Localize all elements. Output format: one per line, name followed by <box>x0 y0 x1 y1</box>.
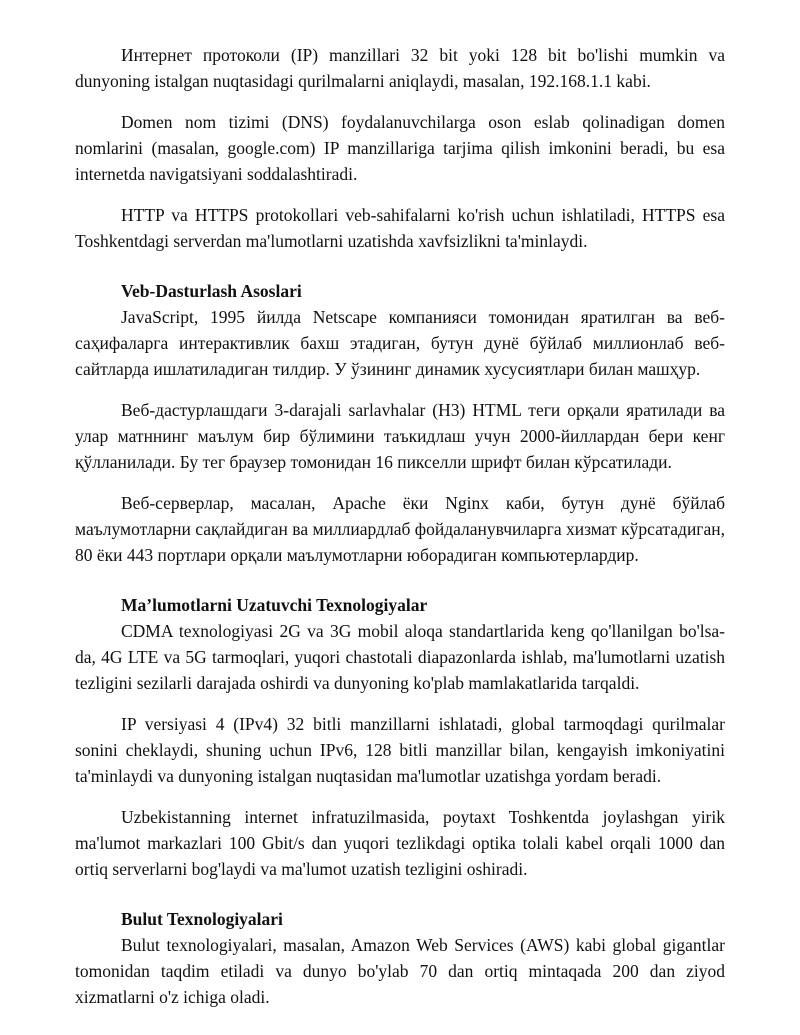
paragraph-cloud-aws: Bulut texnologiyalari, masalan, Amazon Web Services (AWS) kabi global gigantlar tomonidan taqdim etiladi va dunyo bo'ylab 70 dan ortiq mintaqada 200 dan ziyod xizmatlarni o'z ichiga oladi. <box>75 935 725 1007</box>
paragraph-http-https: HTTP va HTTPS protokollari veb-sahifalarni ko'rish uchun ishlatiladi, HTTPS esa Toshkentdagi serverdan ma'lumotlarni uzatishda xavfsizlikni ta'minlaydi. <box>75 205 725 251</box>
paragraph-web-servers: Веб-серверлар, масалан, Apache ёки Nginx каби, бутун дунё бўйлаб маълумотларни сақлайдиган ва миллиардлаб фойдаланувчиларга хизмат кўрсатадиган, 80 ёки 443 портлари орқали маълумотларни юборадиган компьютерлардир. <box>75 493 725 565</box>
paragraph-javascript: JavaScript, 1995 йилда Netscape компанияси томонидан яратилган ва веб-саҳифаларга интерактивлик бахш этадиган, бутун дунё бўйлаб миллионлаб веб-сайтларда ишлатиладиган тилдир. У ўзининг динамик хусусиятлари билан машҳур. <box>75 307 725 379</box>
paragraph-uzbekistan-infrastructure: Uzbekistanning internet infratuzilmasida, poytaxt Toshkentda joylashgan yirik ma'lumot markazlari 100 Gbit/s dan yuqori tezlikdagi optika tolali kabel orqali 1000 dan ortiq serverlarni bog'laydi va ma'lumot uzatish tezligini oshiradi. <box>75 807 725 879</box>
paragraph-ipv4: IP versiyasi 4 (IPv4) 32 bitli manzillarni ishlatadi, global tarmoqdagi qurilmalar sonini cheklaydi, shuning uchun IPv6, 128 bitli manzillar bilan, kengayish imkoniyatini ta'minlaydi va dunyoning istalgan nuqtasidan ma'lumotlar uzatishga yordam beradi. <box>75 714 725 786</box>
paragraph-h3-tag: Веб-дастурлашдаги 3-darajali sarlavhalar (H3) HTML теги орқали яратилади ва улар матннинг маълум бир бўлимини таъкидлаш учун 2000-йиллардан бери кенг қўлланилади. Бу тег браузер томонидан 16 пикселли шрифт билан кўрсатилади. <box>75 400 725 472</box>
section-heading-data-transmission: Ma’lumotlarni Uzatuvchi Texnologiyalar <box>121 595 428 615</box>
paragraph-dns: Domen nom tizimi (DNS) foydalanuvchilarga oson eslab qolinadigan domen nomlarini (masalan, google.com) IP manzillariga tarjima qilish imkonini beradi, bu esa internetda navigatsiyani soddalashtiradi. <box>75 112 725 184</box>
paragraph-ip-addresses: Интернет протоколи (IP) manzillari 32 bit yoki 128 bit bo'lishi mumkin va dunyoning istalgan nuqtasidagi qurilmalarni aniqlaydi, masalan, 192.168.1.1 kabi. <box>75 45 725 91</box>
section-heading-cloud: Bulut Texnologiyalari <box>121 909 283 929</box>
section-heading-web-programming: Veb-Dasturlash Asoslari <box>121 281 302 301</box>
document-page <box>75 42 725 1010</box>
paragraph-cdma: CDMA texnologiyasi 2G va 3G mobil aloqa standartlarida keng qo'llanilgan bo'lsa-da, 4G LTE va 5G tarmoqlari, yuqori chastotali diapazonlarda ishlab, ma'lumotlarni uzatish tezligini sezilarli darajada oshirdi va dunyoning ko'plab mamlakatlarida tarqaldi. <box>75 621 725 693</box>
